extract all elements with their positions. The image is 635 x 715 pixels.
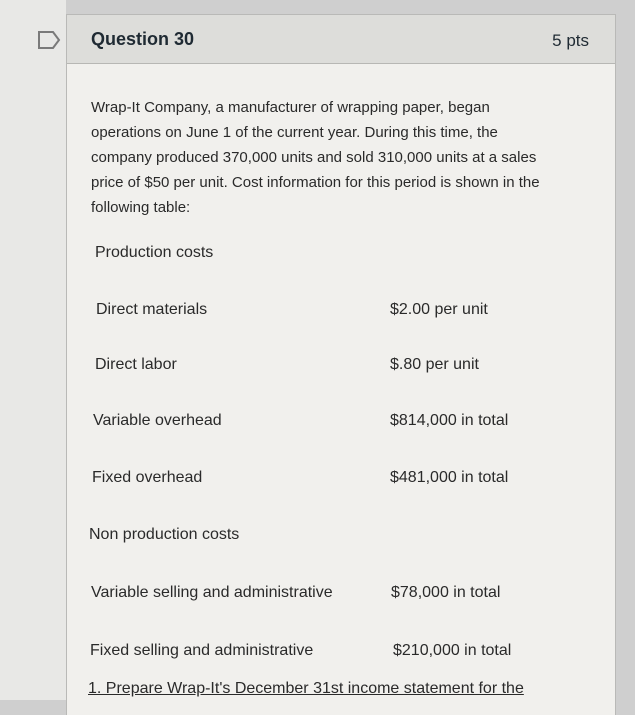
cost-value: $210,000 in total [393,642,512,659]
cost-label: Fixed selling and administrative [90,642,314,659]
cost-value: $78,000 in total [391,584,501,601]
question-header [67,15,615,64]
nonproduction-costs-heading: Non production costs [89,526,240,543]
cost-label: Direct materials [96,301,208,318]
question-title: Question 30 [91,29,195,49]
question-text: Wrap-It Company, a manufacturer of wrapping paper, began operations on June 1 of the current year. During this time, the company produced 370,000 units and sold 310,000 units at a sales price of $50 per unit. Cost information for this period is shown in the following table: [91,99,540,216]
flag-question-icon[interactable] [37,30,61,50]
cost-label: Direct labor [95,356,177,373]
question-points: 5 pts [552,31,589,50]
cost-value: $.80 per unit [390,356,479,373]
production-costs-heading: Production costs [95,244,214,261]
cost-label: Variable overhead [93,412,222,429]
task-instruction: 1. Prepare Wrap-It's December 31st income statement for the [88,680,524,697]
cost-value: $814,000 in total [390,412,509,429]
cost-label: Fixed overhead [92,469,203,486]
cost-value: $481,000 in total [390,469,509,486]
left-gutter [0,0,66,700]
cost-label: Variable selling and administrative [91,584,333,601]
question-card [66,14,616,715]
cost-value: $2.00 per unit [390,301,488,318]
